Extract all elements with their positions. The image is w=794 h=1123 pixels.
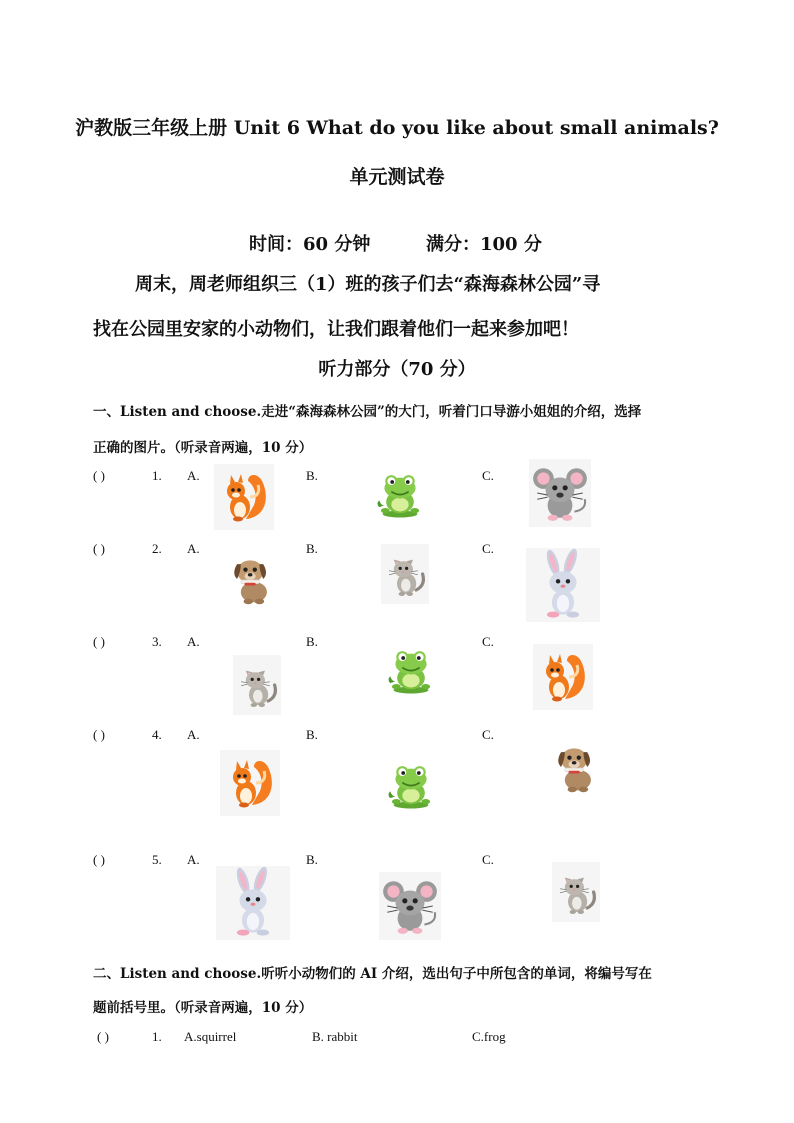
squirrel-picture xyxy=(214,464,274,530)
rabbit-picture xyxy=(216,866,290,940)
listening-heading: 听力部分（70 分） xyxy=(318,359,476,380)
option-b-label: B. xyxy=(306,634,318,649)
option-a-label: A. xyxy=(187,727,200,742)
squirrel-picture xyxy=(220,750,280,816)
cat-picture xyxy=(381,544,429,604)
question-number: 1. xyxy=(152,468,162,483)
question-number: 1. xyxy=(152,1029,162,1044)
option-c-label: C.frog xyxy=(472,1029,506,1044)
intro-line1: 周末，周老师组织三（1）班的孩子们去“森海森林公园”寻 xyxy=(135,274,601,295)
answer-paren[interactable]: ( ) xyxy=(93,541,105,556)
answer-paren[interactable]: ( ) xyxy=(93,727,105,742)
squirrel-picture xyxy=(533,644,593,710)
section2-instruction-line1: 二、Listen and choose.听听小动物们的 AI 介绍，选出句子中所包含的单词，将编号写在 xyxy=(93,966,652,982)
dog-picture xyxy=(548,733,604,801)
question-number: 4. xyxy=(152,727,162,742)
rabbit-picture xyxy=(526,548,600,622)
section1-instruction-line1: 一、Listen and choose.走进“森海森林公园”的大门，听着门口导游小姐姐的介绍，选择 xyxy=(93,404,642,420)
cat-picture xyxy=(552,862,600,922)
time-label: 时间：60 分钟 xyxy=(249,234,371,255)
option-c-label: C. xyxy=(482,468,494,483)
mouse-picture xyxy=(379,872,441,940)
answer-paren[interactable]: ( ) xyxy=(93,634,105,649)
option-c-label: C. xyxy=(482,541,494,556)
answer-paren[interactable]: ( ) xyxy=(93,468,105,483)
option-b-label: B. rabbit xyxy=(312,1029,358,1044)
option-a-label: A. xyxy=(187,634,200,649)
page-title: 沪教版三年级上册 Unit 6 What do you like about small animals? xyxy=(75,117,719,139)
option-a-label: A. xyxy=(187,541,200,556)
option-a-label: A. xyxy=(187,468,200,483)
question-number: 3. xyxy=(152,634,162,649)
option-c-label: C. xyxy=(482,634,494,649)
option-b-label: B. xyxy=(306,852,318,867)
intro-line2: 找在公园里安家的小动物们，让我们跟着他们一起来参加吧！ xyxy=(93,319,579,340)
frog-picture xyxy=(385,757,437,815)
answer-paren[interactable]: ( ) xyxy=(97,1029,109,1044)
answer-paren[interactable]: ( ) xyxy=(93,852,105,867)
mouse-picture xyxy=(529,459,591,527)
option-b-label: B. xyxy=(306,468,318,483)
option-a-label: A.squirrel xyxy=(184,1029,237,1044)
score-label: 满分：100 分 xyxy=(426,234,542,255)
option-b-label: B. xyxy=(306,727,318,742)
question-number: 2. xyxy=(152,541,162,556)
page-subtitle: 单元测试卷 xyxy=(349,166,445,188)
frog-picture xyxy=(385,642,437,700)
dog-picture xyxy=(224,545,280,613)
option-c-label: C. xyxy=(482,852,494,867)
option-b-label: B. xyxy=(306,541,318,556)
cat-picture xyxy=(233,655,281,715)
frog-picture xyxy=(374,466,426,524)
question-number: 5. xyxy=(152,852,162,867)
section2-instruction-line2: 题前括号里。（听录音两遍，10 分） xyxy=(93,1000,313,1016)
option-c-label: C. xyxy=(482,727,494,742)
section1-instruction-line2: 正确的图片。（听录音两遍，10 分） xyxy=(93,440,313,456)
option-a-label: A. xyxy=(187,852,200,867)
